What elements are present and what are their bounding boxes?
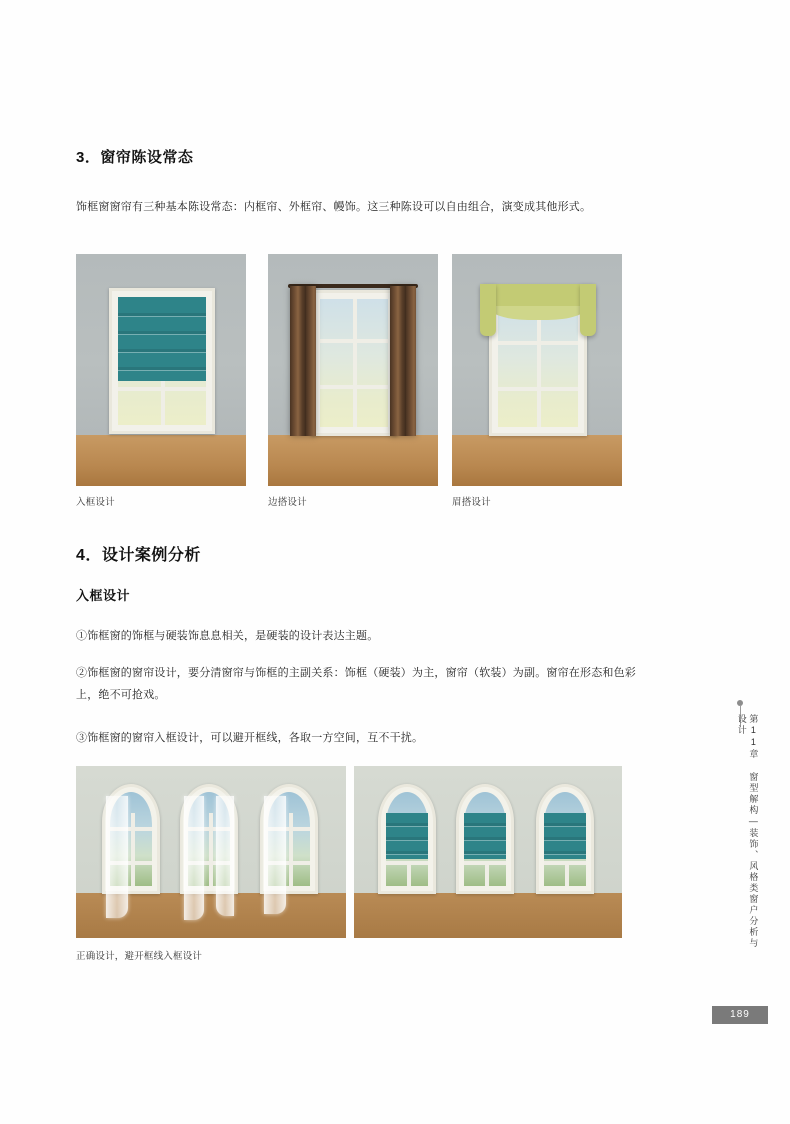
arched-window-1 xyxy=(378,784,436,894)
valance-tail-right xyxy=(580,284,596,336)
figure-arched-sheer xyxy=(76,766,346,938)
figure-caption-2: 边搭设计 xyxy=(268,497,307,508)
floor xyxy=(354,893,622,938)
mullion-vertical xyxy=(565,861,569,886)
arched-window-2 xyxy=(456,784,514,894)
mullion-vertical xyxy=(485,861,489,886)
floor xyxy=(268,435,438,486)
mullion-vertical xyxy=(353,299,357,427)
page-number: 189 xyxy=(712,1006,768,1024)
floor xyxy=(452,435,622,486)
section-4-point-3: ③饰框窗的窗帘入框设计，可以避开框线，各取一方空间，互不干扰。 xyxy=(76,732,424,744)
mullion-horizontal xyxy=(498,387,578,391)
roman-shade xyxy=(544,813,586,859)
mullion-horizontal xyxy=(320,385,388,389)
sheer-curtain-3 xyxy=(216,796,234,916)
mullion-vertical xyxy=(209,813,213,886)
arched-window-3 xyxy=(536,784,594,894)
figure-caption-4: 正确设计，避开框线入框设计 xyxy=(76,951,203,962)
mullion-vertical xyxy=(537,303,541,427)
floor xyxy=(76,435,246,486)
window-frame xyxy=(311,290,397,436)
sheer-curtain-4 xyxy=(264,796,286,914)
section-3-heading: 3．窗帘陈设常态 xyxy=(76,149,194,166)
figure-valance xyxy=(452,254,622,486)
valance-board xyxy=(482,284,594,308)
section-4-heading: 4．设计案例分析 xyxy=(76,547,201,564)
drapery-panel-right xyxy=(390,286,416,436)
sheer-curtain-1 xyxy=(106,796,128,918)
roman-shade xyxy=(386,813,428,859)
section-4-point-2: ②饰框窗的窗帘设计，要分清窗帘与饰框的主副关系：饰框（硬装）为主，窗帘（软装）为副。窗帘在形态和色彩上，绝不可抢戏。 xyxy=(76,667,636,701)
mullion-horizontal xyxy=(118,387,206,391)
section-4-subheading: 入框设计 xyxy=(76,588,131,603)
valance-tail-left xyxy=(480,284,496,336)
sidebar-chapter-label: 第11章 窗型解构—装饰、风格类窗户分析与设计 xyxy=(736,714,759,949)
figure-side-drapery xyxy=(268,254,438,486)
section-4-point-1: ①饰框窗的饰框与硬装饰息息相关，是硬装的设计表达主题。 xyxy=(76,630,379,642)
mullion-vertical xyxy=(131,813,135,886)
figure-arched-roman xyxy=(354,766,622,938)
mullion-horizontal xyxy=(320,339,388,343)
mullion-horizontal xyxy=(498,341,578,345)
mullion-vertical xyxy=(289,813,293,886)
window-frame xyxy=(109,288,215,434)
figure-roman-shade xyxy=(76,254,246,486)
figure-caption-1: 入框设计 xyxy=(76,497,115,508)
section-3-body: 饰框窗窗帘有三种基本陈设常态：内框帘、外框帘、幔饰。这三种陈设可以自由组合，演变成其他形式。 xyxy=(76,201,592,213)
drapery-panel-left xyxy=(290,286,316,436)
roman-shade xyxy=(118,297,206,381)
roman-shade xyxy=(464,813,506,859)
figure-caption-3: 眉搭设计 xyxy=(452,497,491,508)
mullion-vertical xyxy=(407,861,411,886)
sheer-curtain-2 xyxy=(184,796,204,920)
